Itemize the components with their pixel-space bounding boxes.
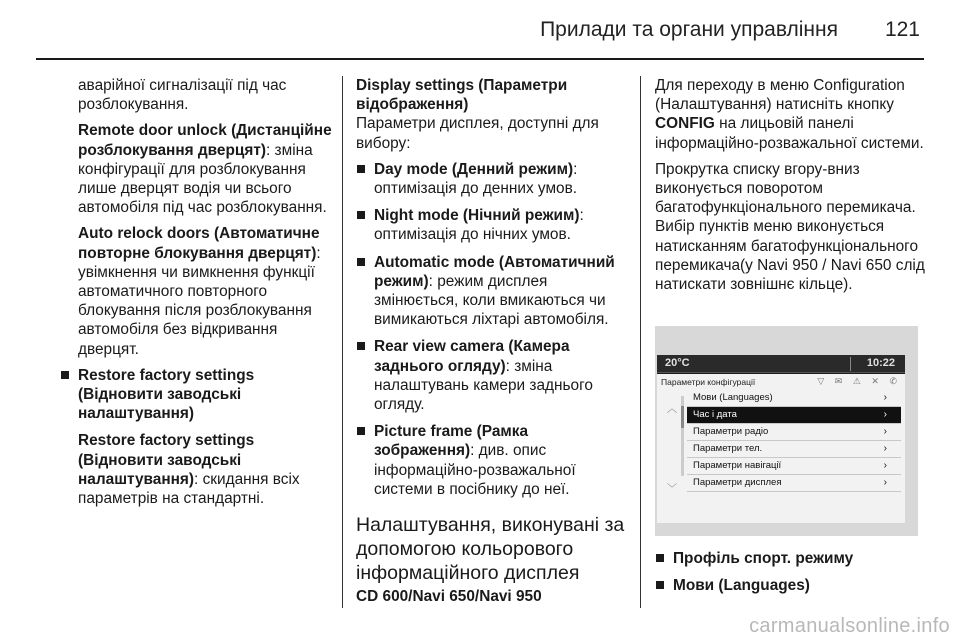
header-divider xyxy=(36,58,924,60)
restore-label: Restore factory settings (Відновити заводські налаштування) xyxy=(78,432,255,488)
config-paragraph: Для переходу в меню Configuration (Налаштування) натисніть кнопку CONFIG на лицьовій панелі інформаційно-розважальної системи. xyxy=(655,77,924,152)
column-divider xyxy=(640,76,641,608)
bullet-night-mode: Night mode (Нічний режим): оптимізація до нічних умов. xyxy=(356,206,628,244)
restore-bullet-label: Restore factory settings (Відновити заводські налаштування) xyxy=(78,366,255,423)
bullet-square-icon xyxy=(357,427,365,435)
column-1 xyxy=(60,76,332,515)
menu-item-display: Параметри дисплея › xyxy=(687,475,901,492)
menu-item-time-date: Час і дата › xyxy=(687,407,901,424)
paragraph: аварійної сигналізації під час розблокування. xyxy=(78,77,287,114)
bullet-sport-profile: Профіль спорт. режиму xyxy=(655,549,927,568)
menu-title: Параметри конфігурації xyxy=(661,377,756,387)
restore-text: : скидання всіх параметрів на стандартні. xyxy=(78,470,300,508)
chevron-down-icon: ﹀ xyxy=(667,484,677,495)
chevron-up-icon: ︿ xyxy=(667,404,677,415)
page-number: 121 xyxy=(884,18,920,41)
bullet-square-icon xyxy=(656,554,664,562)
bullet-square-icon xyxy=(61,371,69,379)
status-separator xyxy=(850,357,851,371)
scroll-paragraph: Прокрутка списку вгору-вниз виконується поворотом багатофункціонального перемикача. Вибір пунктів меню виконується натисканням багатофункціонального перемикача(у Navi 950 / Navi 650 слід натискати зовнішнє кільце). xyxy=(655,160,925,294)
clock-readout: 10:22 xyxy=(866,357,895,369)
temperature-readout: 20°C xyxy=(665,357,690,369)
restore-paragraph xyxy=(60,431,332,508)
display-heading: Display settings (Параметри відображення) xyxy=(356,77,568,114)
menu-item-navigation: Параметри навігації › xyxy=(687,458,901,475)
screen-menu xyxy=(657,374,905,523)
bullet-languages: Мови (Languages) xyxy=(655,576,927,595)
screen-status-bar xyxy=(657,355,905,373)
bullet-rear-camera: Rear view camera (Камера заднього огляду): зміна налаштувань камери заднього огляду. xyxy=(356,337,628,414)
page-title: Прилади та органи управління xyxy=(540,18,838,41)
menu-item-languages: Мови (Languages) › xyxy=(687,390,901,407)
infotainment-screen-figure xyxy=(655,326,918,536)
section-heading: Налаштування, виконувані за допомогою кольорового інформаційного дисплея xyxy=(356,514,625,585)
bullet-day-mode: Day mode (Денний режим): оптимізація до денних умов. xyxy=(356,160,628,198)
bullet-square-icon xyxy=(357,165,365,173)
bullet-square-icon xyxy=(656,581,664,589)
menu-item-radio: Параметри радіо › xyxy=(687,424,901,441)
chevron-right-icon: › xyxy=(883,392,887,403)
bullet-picture-frame: Picture frame (Рамка зображення): див. опис інформаційно-розважальної системи в посібнику до неї. xyxy=(356,422,628,499)
bullet-square-icon xyxy=(357,342,365,350)
auto-relock-paragraph xyxy=(60,224,332,358)
remote-unlock-paragraph xyxy=(60,121,332,217)
scroll-thumb xyxy=(681,406,684,428)
auto-relock-label: Auto relock doors (Автоматичне повторне блокування дверцят) xyxy=(78,225,320,262)
auto-relock-text: : увімкнення чи вимкнення функції автоматичного повторного блокування після розблокування автомобіля без відкривання дверцят. xyxy=(78,244,321,358)
column-2 xyxy=(356,76,628,606)
watermark: carmanualsonline.info xyxy=(749,615,950,637)
remote-unlock-label: Remote door unlock (Дистанційне розблокування дверцят) xyxy=(78,122,332,159)
chevron-right-icon: › xyxy=(883,460,887,471)
config-button-label: CONFIG xyxy=(655,115,715,133)
menu-list xyxy=(687,390,901,492)
menu-item-phone: Параметри тел. › xyxy=(687,441,901,458)
column-3-bullets xyxy=(655,549,927,603)
chevron-right-icon: › xyxy=(883,477,887,488)
status-icons: ▽ ✉ ⚠ ✕ ✆ xyxy=(817,376,901,386)
display-text: Параметри дисплея, доступні для вибору: xyxy=(356,115,599,152)
page-header xyxy=(0,0,960,60)
column-divider xyxy=(342,76,343,608)
bullet-automatic-mode: Automatic mode (Автоматичний режим): режим дисплея змінюється, коли вмикаються чи вимикаються ліхтарі автомобіля. xyxy=(356,253,628,330)
bullet-square-icon xyxy=(357,258,365,266)
restore-bullet xyxy=(60,366,332,424)
scrollbar xyxy=(681,396,684,476)
bullet-square-icon xyxy=(357,211,365,219)
chevron-right-icon: › xyxy=(883,443,887,454)
chevron-right-icon: › xyxy=(883,409,887,420)
section-subheading: CD 600/Navi 650/Navi 950 xyxy=(356,588,542,606)
remote-unlock-text: : зміна конфігурації для розблокування лише дверцят водія чи всього автомобіля під час розблокування. xyxy=(78,141,327,217)
display-screen xyxy=(657,355,905,523)
column-3 xyxy=(655,76,927,301)
chevron-right-icon: › xyxy=(883,426,887,437)
